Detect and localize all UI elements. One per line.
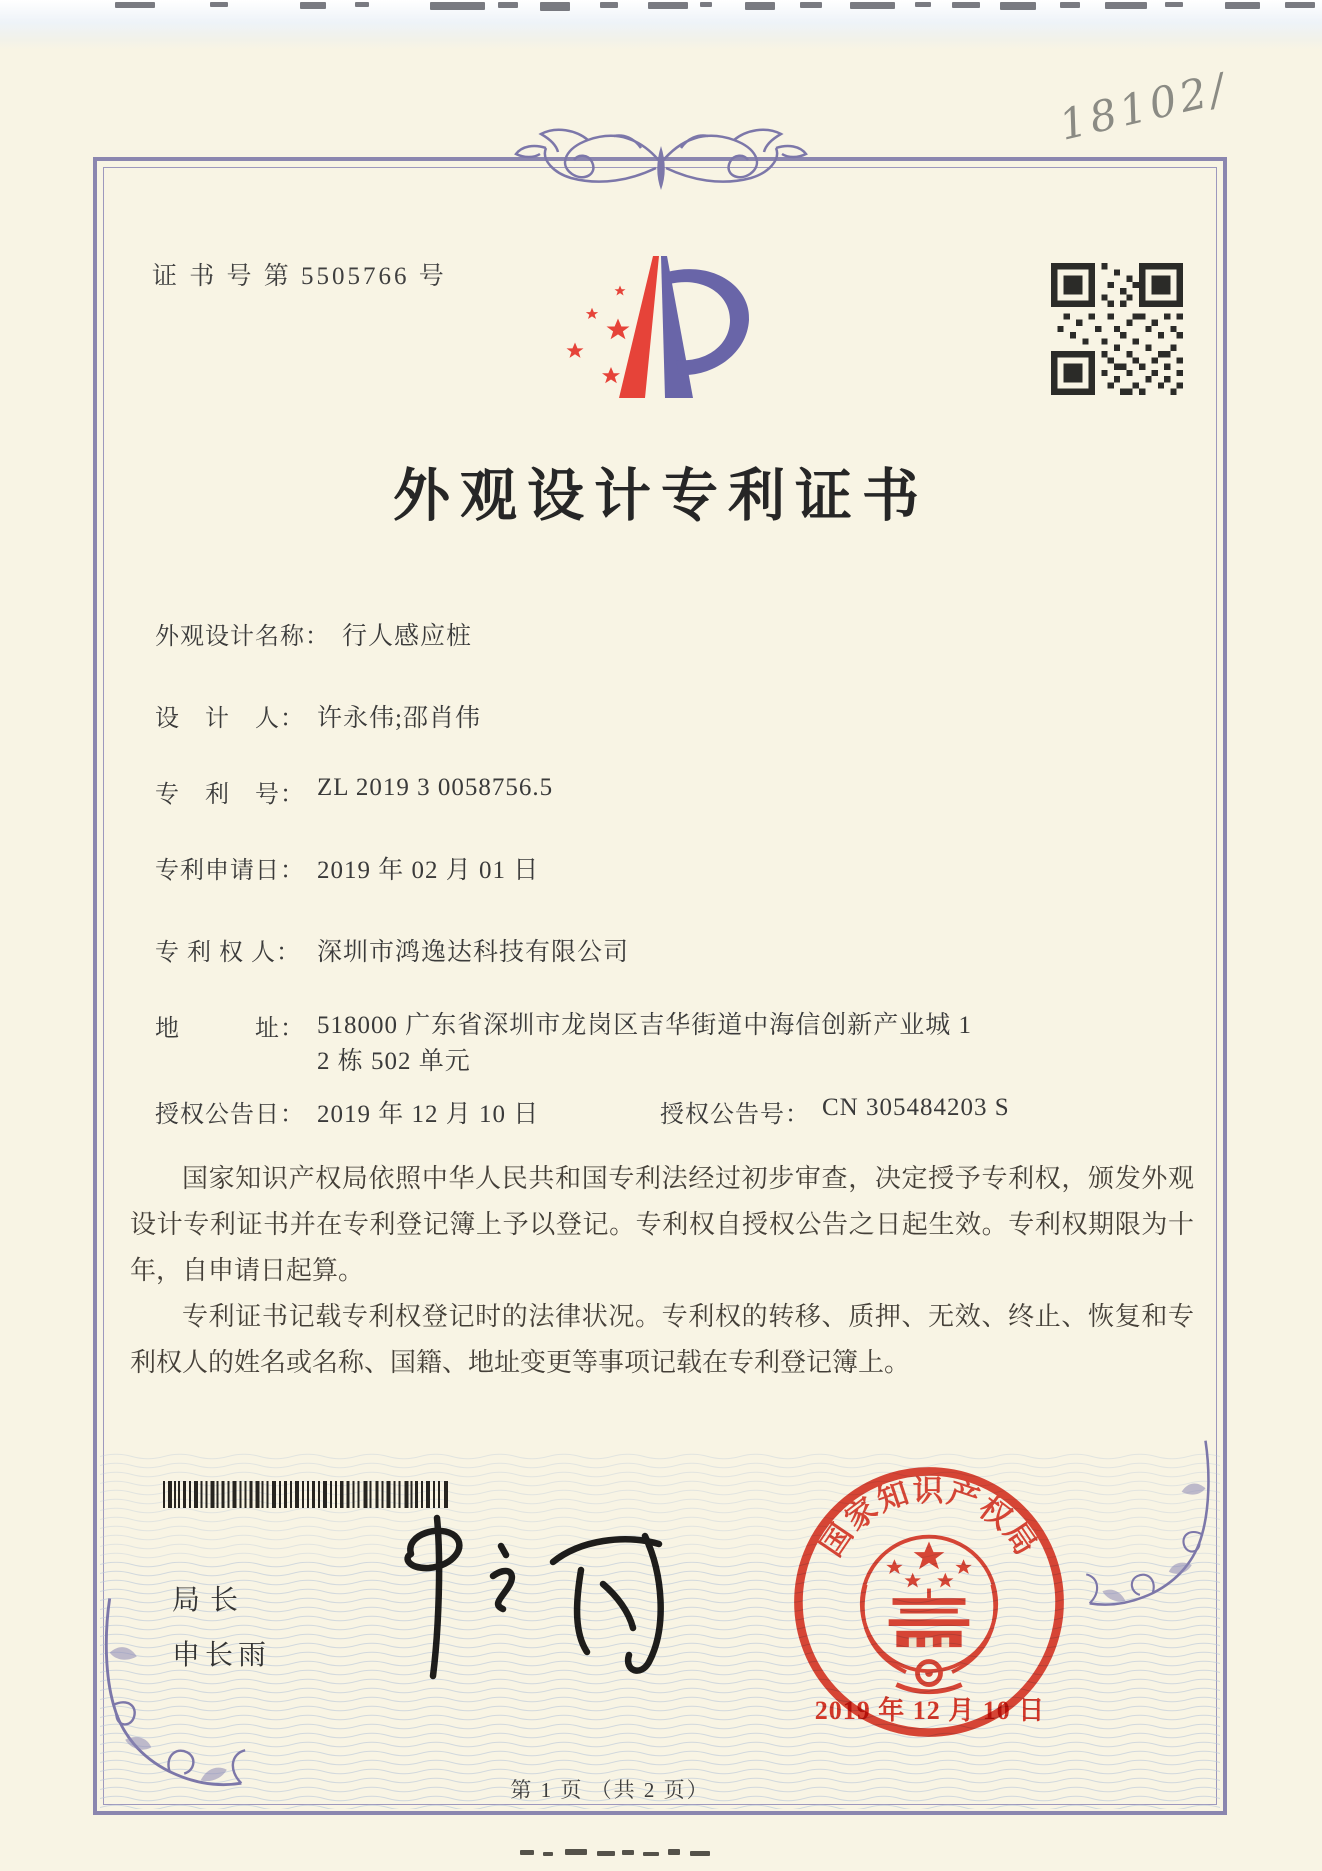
seal-emblem: [862, 1537, 996, 1692]
field-label-address: 地 址：: [155, 1016, 305, 1042]
certificate-body: [130, 1156, 1194, 1386]
field-label-patent-no: 专 利 号：: [155, 782, 305, 808]
seal-ring-text: 国家知识产权局: [814, 1474, 1044, 1563]
certificate-number: 证 书 号 第 5505766 号: [152, 263, 447, 290]
seal-date: 2019 年 12 月 10 日: [814, 1696, 1046, 1725]
qr-code: [1051, 263, 1183, 395]
field-row-patentee: [155, 932, 1215, 968]
field-group-grant-no: [660, 1094, 1010, 1129]
corner-flourish-bottom-right: [1082, 1438, 1214, 1623]
commissioner-name: 申长雨: [172, 1640, 272, 1671]
field-value-designer: 许永伟;邵肖伟: [317, 705, 481, 732]
address-line-1: 518000 广东省深圳市龙岗区吉华街道中海信创新产业城 1: [317, 1012, 973, 1039]
corner-flourish-bottom-left: [100, 1593, 250, 1808]
field-value-patentee: 深圳市鸿逸达科技有限公司: [317, 939, 630, 966]
patent-office-logo: [563, 250, 763, 410]
barcode: [163, 1481, 451, 1508]
field-label-designer: 设 计 人：: [155, 706, 305, 732]
commissioner-signature: [345, 1510, 680, 1705]
field-row-patent-no: [155, 774, 1215, 809]
field-row-address: [155, 1008, 1215, 1080]
address-line-2: 2 栋 502 单元: [317, 1048, 471, 1075]
field-value-filing-date: 2019 年 02 月 01 日: [317, 857, 540, 884]
page-footer: 第 1 页 （共 2 页）: [510, 1778, 710, 1802]
body-paragraph-1: 国家知识产权局依照中华人民共和国专利法经过初步审查，决定授予专利权，颁发外观设计专利证书并在专利登记簿上予以登记。专利权自授权公告之日起生效。专利权期限为十年，自申请日起算。: [130, 1164, 1194, 1285]
field-row-filing-date: [155, 850, 1215, 886]
commissioner-title: 局长: [172, 1585, 249, 1616]
top-ornament: [466, 118, 856, 198]
field-label-grant-no: 授权公告号：: [660, 1102, 810, 1128]
field-label-filing-date: 专利申请日：: [155, 858, 305, 884]
field-label-patentee: 专 利 权 人：: [155, 940, 301, 966]
field-value-grant-no: CN 305484203 S: [822, 1094, 1010, 1121]
field-label-design-name: 外观设计名称：: [155, 624, 330, 650]
field-row-designer: [155, 698, 1215, 734]
field-value-grant-date: 2019 年 12 月 10 日: [317, 1101, 540, 1128]
field-label-grant-date: 授权公告日：: [155, 1102, 305, 1128]
certificate-title: 外观设计专利证书: [393, 465, 929, 528]
field-value-address: [317, 1008, 1197, 1080]
field-row-design-name: [155, 616, 1215, 652]
scan-edge-band: [0, 0, 1322, 50]
handwritten-number: 18102/: [1054, 63, 1234, 150]
body-paragraph-2: 专利证书记载专利权登记时的法律状况。专利权的转移、质押、无效、终止、恢复和专利权人的姓名或名称、国籍、地址变更等事项记载在专利登记簿上。: [130, 1302, 1194, 1377]
field-value-patent-no: ZL 2019 3 0058756.5: [317, 774, 554, 801]
field-row-grant: [155, 1094, 1215, 1130]
field-value-design-name: 行人感应桩: [342, 623, 473, 650]
